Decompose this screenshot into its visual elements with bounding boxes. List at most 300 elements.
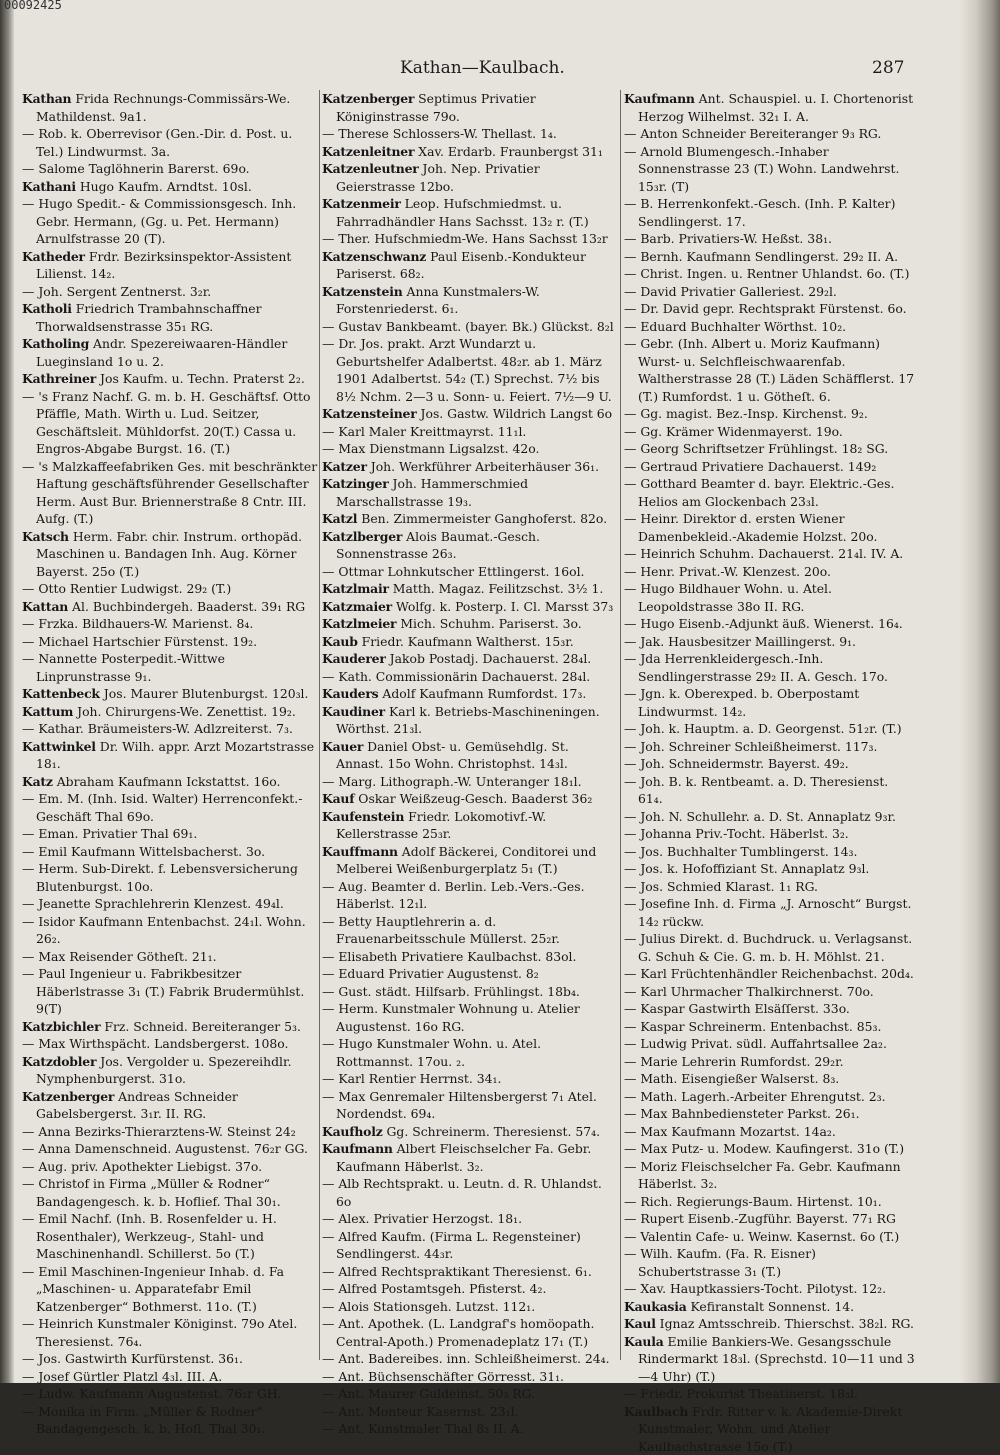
directory-entry [322,90,618,125]
entry-details: — Karl Uhrmacher Thalkirchnerst. 70o. [624,984,874,999]
directory-entry [322,1350,618,1368]
directory-entry [22,283,318,301]
page-header-title: Kathan—Kaulbach. [400,58,565,78]
entry-details: — Karl Maler Kreittmayrst. 11₁l. [322,424,526,439]
entry-details: — Gg. magist. Bez.-Insp. Kirchenst. 9₂. [624,406,868,421]
entry-details: Adolf Bäckerei, Conditorei und Melberei Weißenburgerplatz 5₁ (T.) [336,844,596,877]
entry-details: Kefiranstalt Sonnenst. 14. [690,1299,854,1314]
directory-entry [624,1210,916,1228]
directory-entry [624,878,916,896]
entry-surname: Kathani [22,179,76,194]
entry-details: Frdr. Ritter v. k. Akademie-Direkt Kunstmaler, Wohn. und Atelier Kaulbachstrasse 15o (T.) [638,1404,902,1454]
directory-entry [624,720,916,738]
directory-entry [322,248,618,283]
entry-details: — Jgn. k. Oberexped. b. Oberpostamt Lindwurmst. 14₂. [624,686,859,719]
entry-details: — Jak. Hausbesitzer Maillingerst. 9₁. [624,634,856,649]
directory-entry [624,1035,916,1053]
entry-details: — Max Putz- u. Modew. Kaufingerst. 31o (T.) [624,1141,904,1156]
directory-entry [322,405,618,423]
directory-entry [624,318,916,336]
entry-details: Daniel Obst- u. Gemüsehdlg. St. Annast. 15o Wohn. Christophst. 14₃l. [336,739,569,772]
entry-details: — Hugo Bildhauer Wohn. u. Atel. Leopoldstrasse 38o II. RG. [624,581,832,614]
entry-details: — Jos. Buchhalter Tumblingerst. 14₃. [624,844,857,859]
entry-details: — Otto Rentier Ludwigst. 29₂ (T.) [22,581,231,596]
entry-details: Joh. Werkführer Arbeiterhäuser 36₁. [371,459,599,474]
directory-entry [322,773,618,791]
directory-entry [322,510,618,528]
directory-entry [22,388,318,458]
entry-details: — Michael Hartschier Fürstenst. 19₂. [22,634,257,649]
directory-entry [624,1385,916,1403]
directory-entry [322,440,618,458]
entry-details: — Valentin Cafe- u. Weinw. Kasernst. 6o (T.) [624,1229,899,1244]
entry-details: — Paul Ingenieur u. Fabrikbesitzer Häberlstrasse 3₁ (T.) Fabrik Brudermühlst. 9(T) [22,966,304,1016]
directory-entry [22,1350,318,1368]
directory-entry [22,650,318,685]
entry-details: — Gotthard Beamter d. bayr. Elektric.-Ges. Helios am Glockenbach 23₃l. [624,476,894,509]
directory-entry [322,125,618,143]
directory-entry [22,790,318,825]
directory-entry [624,125,916,143]
directory-entry [322,563,618,581]
entry-details: — Joh. B. k. Rentbeamt. a. D. Theresienst. 61₄. [624,774,888,807]
entry-details: — Jeanette Sprachlehrerin Klenzest. 49₄l. [22,896,284,911]
directory-entry [322,1035,618,1070]
entry-surname: Kaub [322,634,358,649]
entry-details: Alois Baumat.-Gesch. Sonnenstrasse 26₃. [336,529,540,562]
entry-details: — Gustav Bankbeamt. (bayer. Bk.) Glückst. 8₂l [322,319,614,334]
entry-details: Friedrich Trambahnschaffner Thorwaldsenstrasse 35₁ RG. [36,301,262,334]
entry-details: Anna Kunstmalers-W. Forstenriederst. 6₁. [336,284,540,317]
entry-details: Emilie Bankiers-We. Gesangsschule Rindermarkt 18₃l. (Sprechstd. 10—11 und 3—4 Uhr) (T.) [638,1334,915,1384]
entry-surname: Katzenberger [322,91,414,106]
entry-details: — Marg. Lithograph.-W. Unteranger 18₁l. [322,774,582,789]
entry-details: — Emil Nachf. (Inh. B. Rosenfelder u. H. Rosenthaler), Werkzeug-, Stahl- und Maschinenhandl. Schillerst. 5o (T.) [22,1211,277,1261]
directory-entry [322,983,618,1001]
entry-details: — Heinrich Schuhm. Dachauerst. 21₄l. IV. A. [624,546,903,561]
directory-entry [322,1315,618,1350]
directory-entry [22,90,318,125]
entry-details: — Therese Schlossers-W. Thellast. 1₄. [322,126,557,141]
directory-entry [624,965,916,983]
entry-details: Jos. Gastw. Wildrich Langst 6o [421,406,613,421]
entry-details: Dr. Wilh. appr. Arzt Mozartstrasse 18₁. [36,739,314,772]
directory-entry [624,440,916,458]
directory-entry [22,1018,318,1036]
entry-details: Hugo Kaufm. Arndtst. 10sl. [80,179,252,194]
entry-details: Albert Fleischselcher Fa. Gebr. Kaufmann Häberlst. 3₂. [336,1141,591,1174]
entry-details: — Karl Rentier Herrnst. 34₁. [322,1071,501,1086]
directory-entry [22,773,318,791]
directory-entry [624,335,916,405]
entry-details: — Hugo Spedit.- & Commissionsgesch. Inh. Gebr. Hermann, (Gg. u. Pet. Hermann) Arnulfstrasse 20 (T). [22,196,296,246]
directory-column-2 [322,90,618,1370]
entry-details: — Alois Stationsgeh. Lutzst. 112₁. [322,1299,535,1314]
entry-details: — Ant. Maurer Guldeinst. 50₃ RG. [322,1386,535,1401]
directory-entry [624,1140,916,1158]
entry-details: — Max Reisender Götheſt. 21₁. [22,949,217,964]
entry-surname: Kaukasia [624,1299,687,1314]
entry-details: Frdr. Bezirksinspektor-Assistent Lilienst. 14₂. [36,249,291,282]
entry-details: — Bernh. Kaufmann Sendlingerst. 29₂ II. A. [624,249,898,264]
entry-details: — David Privatier Galleriest. 29₂l. [624,284,837,299]
entry-details: — Hugo Eisenb.-Adjunkt äuß. Wienerst. 16₄. [624,616,903,631]
entry-details: Paul Eisenb.-Kondukteur Pariserst. 68₂. [336,249,586,282]
directory-entry [624,423,916,441]
directory-entry [322,475,618,510]
directory-column-3 [624,90,916,1370]
entry-surname: Katzdobler [22,1054,96,1069]
directory-entry [624,248,916,266]
directory-entry [22,248,318,283]
directory-entry [322,318,618,336]
entry-details: Jakob Postadj. Dachauerst. 28₄l. [390,651,592,666]
directory-entry [322,1263,618,1281]
directory-entry [22,178,318,196]
entry-details: — Hugo Kunstmaler Wohn. u. Atel. Rottmannst. 17ou. ₂. [322,1036,541,1069]
entry-details: — Alex. Privatier Herzogst. 18₁. [322,1211,522,1226]
directory-entry [322,143,618,161]
entry-details: — Kathar. Bräumeisters-W. Adlzreiterst. 7₃. [22,721,293,736]
entry-details: — 's Franz Nachf. G. m. b. H. Geschäftsf. Otto Pfäffle, Math. Wirth u. Lud. Seitzer, Geschäftsleit. Mühldorfst. 20(T.) Cassa u. Engros-Abgabe Burgst. 16. (T.) [22,389,310,457]
directory-entry [22,1158,318,1176]
directory-entry [624,1245,916,1280]
directory-entry [624,300,916,318]
entry-details: — B. Herrenkonfekt.-Gesch. (Inh. P. Kalter) Sendlingerst. 17. [624,196,895,229]
entry-surname: Katzer [322,459,367,474]
entry-details: — Christ. Ingen. u. Rentner Uhlandst. 6o. (T.) [624,266,910,281]
directory-entry [322,808,618,843]
directory-entry [322,1228,618,1263]
entry-details: — Rich. Regierungs-Baum. Hirtenst. 10₁. [624,1194,882,1209]
directory-entry [624,1298,916,1316]
directory-entry [322,1070,618,1088]
directory-entry [624,1088,916,1106]
page-number: 287 [872,58,904,78]
directory-entry [624,1053,916,1071]
directory-entry [322,1000,618,1035]
directory-entry [322,195,618,230]
directory-entry [624,1105,916,1123]
entry-details: — Gg. Krämer Widenmayerst. 19o. [624,424,843,439]
directory-entry [624,458,916,476]
entry-details: — Ant. Kunstmaler Thal 8₂ II. A. [322,1421,524,1436]
entry-details: — Heinr. Direktor d. ersten Wiener Damenbekleid.-Akademie Holzst. 20o. [624,511,877,544]
entry-details: — Ludwig Privat. südl. Auffahrtsallee 2a₂. [624,1036,887,1051]
directory-entry [22,948,318,966]
directory-entry [624,825,916,843]
entry-details: — Georg Schriftsetzer Frühlingst. 18₂ SG. [624,441,888,456]
directory-entry [322,913,618,948]
directory-entry [624,143,916,196]
entry-details: — Arnold Blumengesch.-Inhaber Sonnenstrasse 23 (T.) Wohn. Landwehrst. 15₃r. (T) [624,144,899,194]
directory-entry [624,738,916,756]
directory-entry [624,405,916,423]
entry-surname: Katzenleitner [322,144,414,159]
entry-details: — Joh. Sergent Zentnerst. 3₂r. [22,284,211,299]
entry-details: — Joh. Schneidermstr. Bayerst. 49₂. [624,756,849,771]
directory-entry [322,580,618,598]
entry-details: Jos Kaufm. u. Techn. Praterst 2₂. [100,371,305,386]
directory-entry [22,720,318,738]
directory-entry [22,1035,318,1053]
entry-surname: Katzenberger [22,1089,114,1104]
directory-entry [624,1315,916,1333]
entry-details: — Eduard Privatier Augustenst. 8₂ [322,966,539,981]
entry-details: — Max Wirthspächt. Landsbergerst. 108o. [22,1036,288,1051]
entry-details: Xav. Erdarb. Fraunbergst 31₁ [418,144,603,159]
entry-details: — Rob. k. Oberrevisor (Gen.-Dir. d. Post. u. Tel.) Lindwurmst. 3a. [22,126,292,159]
entry-details: — Henr. Privat.-W. Klenzest. 20o. [624,564,831,579]
entry-details: — Dr. Jos. prakt. Arzt Wundarzt u. Geburtshelfer Adalbertst. 48₂r. ab 1. März 1901 Adalbertst. 54₂ (T.) Sprechst. 7½ bis 8½ Nchm. 2—3 u. Sonn- u. Feiert. 7½—9 U. [322,336,612,404]
entry-details: — Heinrich Kunstmaler Königinst. 79o Atel. Theresienst. 76₄. [22,1316,297,1349]
directory-entry [624,195,916,230]
entry-details: — Ant. Monteur Kasernst. 23₁l. [322,1404,518,1419]
entry-details: Joh. Hammerschmied Marschallstrasse 19₃. [336,476,528,509]
entry-details: — Joh. N. Schullehr. a. D. St. Annaplatz 9₃r. [624,809,896,824]
entry-details: — Marie Lehrerin Rumfordst. 29₂r. [624,1054,844,1069]
entry-surname: Katzmaier [322,599,392,614]
entry-surname: Katzenleutner [322,161,419,176]
directory-entry [22,1263,318,1316]
entry-surname: Katzbichler [22,1019,100,1034]
directory-entry [624,1158,916,1193]
entry-details: — Ant. Büchsenschäfter Görresst. 31₁. [322,1369,564,1384]
entry-details: Wolfg. k. Posterp. I. Cl. Marsst 37₃ [396,599,613,614]
directory-entry [624,860,916,878]
directory-entry [322,230,618,248]
directory-entry [22,633,318,651]
directory-entry [322,160,618,195]
directory-entry [624,475,916,510]
directory-entry [322,685,618,703]
directory-entry [322,843,618,878]
entry-details: — Wilh. Kaufm. (Fa. R. Eisner) Schubertstrasse 3₁ (T.) [624,1246,816,1279]
directory-entry [322,528,618,563]
entry-details: — Josefine Inh. d. Firma „J. Arnoscht“ Burgst. 14₂ rückw. [624,896,911,929]
entry-details: — Jos. Gastwirth Kurfürstenst. 36₁. [22,1351,243,1366]
entry-surname: Katsch [22,529,69,544]
entry-details: Friedr. Lokomotivf.-W. Kellerstrasse 25₃r. [336,809,546,842]
directory-entry [322,283,618,318]
directory-entry [322,598,618,616]
entry-surname: Kattan [22,599,68,614]
entry-details: Andr. Spezereiwaaren-Händler Lueginsland 1o u. 2. [36,336,287,369]
entry-details: — Eman. Privatier Thal 69₁. [22,826,197,841]
entry-details: — Barb. Privatiers-W. Heßst. 38₁. [624,231,832,246]
entry-details: — Nannette Posterpedit.-Wittwe Linprunstrasse 9₁. [22,651,225,684]
directory-entry [22,685,318,703]
entry-details: — Ant. Apothek. (L. Landgraf's homöopath. Central-Apoth.) Promenadeplatz 17₁ (T.) [322,1316,594,1349]
entry-details: — Gust. städt. Hilfsarb. Frühlingst. 18b₄. [322,984,580,999]
directory-entry [322,1140,618,1175]
directory-entry [624,843,916,861]
directory-entry [322,1088,618,1123]
entry-details: — Alfred Postamtsgeh. Pfisterst. 4₂. [322,1281,546,1296]
entry-details: — Math. Eisengießer Walserst. 8₃. [624,1071,839,1086]
entry-details: Herm. Fabr. chir. Instrum. orthopäd. Maschinen u. Bandagen Inh. Aug. Körner Bayerst. 25o (T.) [36,529,302,579]
entry-details: — Xav. Hauptkassiers-Tocht. Pilotyst. 12₂. [624,1281,886,1296]
directory-entry [624,1403,916,1455]
entry-surname: Kaudiner [322,704,385,719]
entry-details: — Isidor Kaufmann Entenbachst. 24₁l. Wohn. 26₂. [22,914,306,947]
entry-details: — Ther. Hufschmiedm-We. Hans Sachsst 13₂r [322,231,608,246]
entry-details: — Aug. priv. Apothekter Liebigst. 37o. [22,1159,262,1174]
directory-entry [624,1228,916,1246]
entry-surname: Katzenschwanz [322,249,426,264]
directory-entry [22,825,318,843]
running-head [0,58,1000,82]
entry-details: — Salome Taglöhnerin Barerst. 69o. [22,161,250,176]
entry-details: Leop. Hufschmiedmst. u. Fahrradhändler Hans Sachsst. 13₂ r. (T.) [336,196,589,229]
directory-entry [322,335,618,405]
directory-entry [22,195,318,248]
entry-details: — Max Dienstmann Ligsalzst. 42o. [322,441,539,456]
directory-entry [322,738,618,773]
entry-surname: Kattwinkel [22,739,96,754]
entry-details: Friedr. Kaufmann Waltherst. 15₃r. [362,634,574,649]
entry-details: — Anna Damenschneid. Augustenst. 76₂r GG. [22,1141,308,1156]
directory-entry [624,545,916,563]
entry-details: — Alfred Rechtspraktikant Theresienst. 6₁. [322,1264,592,1279]
directory-entry [322,458,618,476]
entry-surname: Kauer [322,739,363,754]
entry-details: — Herm. Sub-Direkt. f. Lebensversicherung Blutenburgst. 10o. [22,861,298,894]
directory-entry [322,878,618,913]
directory-entry [22,1368,318,1386]
entry-details: Mich. Schuhm. Pariserst. 3o. [400,616,581,631]
entry-details: — Elisabeth Privatiere Kaulbachst. 83ol. [322,949,576,964]
directory-entry [322,1175,618,1210]
directory-entry [624,580,916,615]
directory-entry [624,1333,916,1386]
entry-details: Abraham Kaufmann Ickstattst. 16o. [57,774,281,789]
entry-surname: Kattenbeck [22,686,100,701]
entry-details: — Emil Maschinen-Ingenieur Inhab. d. Fa „Maschinen- u. Apparatefabr Emil Katzenberger“ Bothmerst. 11o. (T.) [22,1264,284,1314]
entry-details: — Christof in Firma „Müller & Rodner“ Bandagengesch. k. b. Hoflief. Thal 30₁. [22,1176,281,1209]
entry-surname: Kaufmann [624,91,695,106]
directory-entry [22,965,318,1018]
directory-entry [22,1088,318,1123]
entry-surname: Katz [22,774,53,789]
directory-entry [624,1070,916,1088]
entry-details: — Em. M. (Inh. Isid. Walter) Herrenconfekt.-Geschäft Thal 69o. [22,791,302,824]
directory-column-1 [22,90,318,1370]
directory-entry [322,1123,618,1141]
entry-details: — Emil Kaufmann Wittelsbacherst. 3o. [22,844,265,859]
directory-entry [624,773,916,808]
entry-details: Adolf Kaufmann Rumfordst. 17₃. [382,686,586,701]
entry-surname: Katzlmeier [322,616,396,631]
entry-details: — Joh. k. Hauptm. a. D. Georgenst. 51₂r. (T.) [624,721,902,736]
directory-entry [22,580,318,598]
entry-surname: Katzensteiner [322,406,417,421]
directory-entry [322,1420,618,1438]
entry-surname: Kaufenstein [322,809,404,824]
directory-entry [322,1368,618,1386]
entry-surname: Kauderer [322,651,386,666]
directory-entry [22,528,318,581]
directory-entry [22,738,318,773]
entry-details: — Kaspar Gastwirth Elsäſſerst. 33o. [624,1001,850,1016]
entry-surname: Katholing [22,336,89,351]
directory-entry [322,1210,618,1228]
entry-details: Matth. Magaz. Feilitzschst. 3½ 1. [393,581,603,596]
entry-details: — Josef Gürtler Platzl 4₃l. III. A. [22,1369,222,1384]
entry-details: Frz. Schneid. Bereiteranger 5₃. [104,1019,301,1034]
directory-entry [624,283,916,301]
directory-entry [624,930,916,965]
directory-entry [624,90,916,125]
directory-entry [22,913,318,948]
directory-entry [624,650,916,685]
entry-details: — Anna Bezirks-Thierarztens-W. Steinst 24₂ [22,1124,296,1139]
entry-surname: Katzenstein [322,284,403,299]
entry-details: — Monika in Firm. „Müller & Rodner“ Bandagengesch. k. b. Hofl. Thal 30₁. [22,1404,265,1437]
entry-details: — Max Bahnbediensteter Parkst. 26₁. [624,1106,860,1121]
directory-entry [624,808,916,826]
entry-details: — Ant. Badereibes. inn. Schleißheimerst. 24₄. [322,1351,610,1366]
entry-details: — Eduard Buchhalter Wörthst. 10₂. [624,319,846,334]
directory-entry [322,1403,618,1421]
entry-details: Ignaz Amtsschreib. Thierschst. 38₂l. RG. [660,1316,914,1331]
entry-surname: Kaulbach [624,1404,688,1419]
directory-entry [22,615,318,633]
directory-entry [322,948,618,966]
entry-surname: Katzlberger [322,529,402,544]
entry-details: — Johanna Priv.-Tocht. Häberlst. 3₂. [624,826,849,841]
entry-details: — 's Malzkaffeefabriken Ges. mit beschränkter Haftung geschäftsführender Gesellschafter Herm. Aust Bur. Briennerstraße 8 Cntr. III. Aufg. (T.) [22,459,317,527]
directory-entry [624,1000,916,1018]
entry-surname: Katzenmeir [322,196,401,211]
binding-gutter [0,0,14,1383]
directory-entry [624,265,916,283]
entry-surname: Kaul [624,1316,656,1331]
entry-details: — Jda Herrenkleidergesch.-Inh. Sendlingerstrasse 29₂ II. A. Gesch. 17o. [624,651,888,684]
directory-entry [624,1193,916,1211]
entry-details: — Jos. Schmied Klarast. 1₁ RG. [624,879,818,894]
entry-details: — Frzka. Bildhauers-W. Marienst. 8₄. [22,616,253,631]
entry-details: — Moriz Fleischselcher Fa. Gebr. Kaufmann Häberlst. 3₂. [624,1159,901,1192]
directory-entry [322,965,618,983]
directory-entry [322,1385,618,1403]
entry-details: Septimus Privatier Königinstrasse 79o. [336,91,536,124]
entry-surname: Kauders [322,686,378,701]
entry-details: — Kath. Commissionärin Dachauerst. 28₄l. [322,669,590,684]
entry-details: Ben. Zimmermeister Ganghoferst. 82o. [361,511,607,526]
directory-entry [624,755,916,773]
entry-details: — Betty Hauptlehrerin a. d. Frauenarbeitsschule Müllerst. 25₂r. [322,914,560,947]
entry-details: — Aug. Beamter d. Berlin. Leb.-Vers.-Ges. Häberlst. 12₁l. [322,879,585,912]
directory-entry [624,510,916,545]
entry-surname: Kauf [322,791,354,806]
directory-entry [22,860,318,895]
directory-entry [22,1175,318,1210]
entry-details: Joh. Nep. Privatier Geierstrasse 12bo. [336,161,540,194]
entry-details: — Dr. David gepr. Rechtsprakt Fürstenst. 6o. [624,301,907,316]
directory-entry [624,1280,916,1298]
entry-surname: Katzinger [322,476,389,491]
directory-entry [624,615,916,633]
directory-entry [22,458,318,528]
entry-details: — Gebr. (Inh. Albert u. Moriz Kaufmann) Wurst- u. Selchfleischwaarenfab. Waltherstrasse 28 (T.) Läden Schäfflerst. 17 (T.) Rumfordst. 1 u. Götheſt. 6. [624,336,914,404]
entry-details: — Anton Schneider Bereiteranger 9₃ RG. [624,126,881,141]
directory-entry [22,1385,318,1403]
entry-details: Jos. Maurer Blutenburgst. 120₃l. [104,686,309,701]
directory-entry [624,563,916,581]
directory-entry [322,633,618,651]
directory-entry [624,230,916,248]
